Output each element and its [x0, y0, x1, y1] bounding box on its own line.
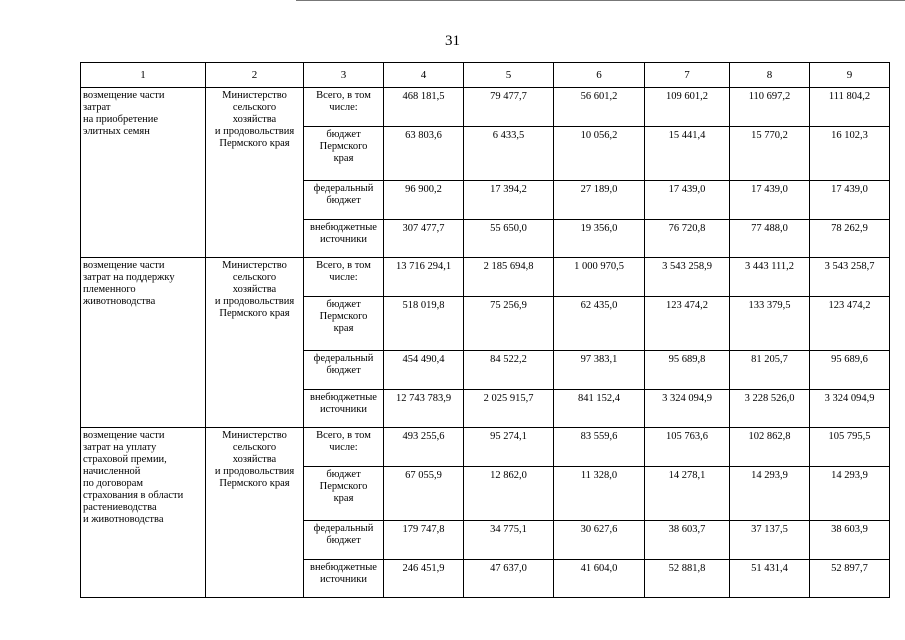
- amount-cell: 56 601,2: [554, 88, 645, 127]
- amount-cell: 3 228 526,0: [730, 390, 810, 428]
- funding-source: федеральный бюджет: [304, 521, 384, 560]
- amount-cell: 47 637,0: [464, 560, 554, 598]
- amount-cell: 27 189,0: [554, 181, 645, 220]
- amount-cell: 77 488,0: [730, 220, 810, 258]
- measure-name: возмещение части затрат на приобретение элитных семян: [81, 88, 206, 258]
- amount-cell: 14 293,9: [730, 467, 810, 521]
- amount-cell: 95 689,8: [645, 351, 730, 390]
- funding-source: федеральный бюджет: [304, 351, 384, 390]
- amount-cell: 97 383,1: [554, 351, 645, 390]
- table-row: [81, 258, 890, 297]
- funding-source: федеральный бюджет: [304, 181, 384, 220]
- amount-cell: 102 862,8: [730, 428, 810, 467]
- amount-cell: 63 803,6: [384, 127, 464, 181]
- amount-cell: 55 650,0: [464, 220, 554, 258]
- amount-cell: 3 324 094,9: [810, 390, 890, 428]
- amount-cell: 841 152,4: [554, 390, 645, 428]
- column-header: 3: [304, 63, 384, 88]
- amount-cell: 307 477,7: [384, 220, 464, 258]
- agency-name: Министерство сельского хозяйства и продовольствия Пермского края: [206, 258, 304, 428]
- amount-cell: 81 205,7: [730, 351, 810, 390]
- amount-cell: 468 181,5: [384, 88, 464, 127]
- amount-cell: 84 522,2: [464, 351, 554, 390]
- amount-cell: 76 720,8: [645, 220, 730, 258]
- amount-cell: 52 897,7: [810, 560, 890, 598]
- amount-cell: 3 543 258,7: [810, 258, 890, 297]
- amount-cell: 2 025 915,7: [464, 390, 554, 428]
- amount-cell: 6 433,5: [464, 127, 554, 181]
- top-rule: [296, 0, 905, 1]
- amount-cell: 518 019,8: [384, 297, 464, 351]
- funding-source: внебюджетные источники: [304, 220, 384, 258]
- amount-cell: 51 431,4: [730, 560, 810, 598]
- measure-name: возмещение части затрат на поддержку племенного животноводства: [81, 258, 206, 428]
- funding-source: Всего, в том числе:: [304, 428, 384, 467]
- amount-cell: 75 256,9: [464, 297, 554, 351]
- amount-cell: 67 055,9: [384, 467, 464, 521]
- amount-cell: 30 627,6: [554, 521, 645, 560]
- amount-cell: 179 747,8: [384, 521, 464, 560]
- agency-name: Министерство сельского хозяйства и продовольствия Пермского края: [206, 88, 304, 258]
- amount-cell: 105 795,5: [810, 428, 890, 467]
- amount-cell: 454 490,4: [384, 351, 464, 390]
- amount-cell: 17 439,0: [730, 181, 810, 220]
- amount-cell: 38 603,9: [810, 521, 890, 560]
- amount-cell: 110 697,2: [730, 88, 810, 127]
- column-header: 5: [464, 63, 554, 88]
- funding-source: внебюджетные источники: [304, 390, 384, 428]
- amount-cell: 14 293,9: [810, 467, 890, 521]
- table-row: [81, 428, 890, 467]
- amount-cell: 16 102,3: [810, 127, 890, 181]
- amount-cell: 1 000 970,5: [554, 258, 645, 297]
- page-number: 31: [445, 33, 460, 49]
- amount-cell: 123 474,2: [810, 297, 890, 351]
- column-header: 6: [554, 63, 645, 88]
- column-header: 2: [206, 63, 304, 88]
- budget-table: [80, 62, 890, 598]
- amount-cell: 3 324 094,9: [645, 390, 730, 428]
- amount-cell: 37 137,5: [730, 521, 810, 560]
- amount-cell: 15 770,2: [730, 127, 810, 181]
- column-header: 7: [645, 63, 730, 88]
- amount-cell: 246 451,9: [384, 560, 464, 598]
- measure-name: возмещение части затрат на уплату страховой премии, начисленной по договорам страхования в области растениеводства и животноводства: [81, 428, 206, 598]
- amount-cell: 78 262,9: [810, 220, 890, 258]
- column-header: 8: [730, 63, 810, 88]
- amount-cell: 15 441,4: [645, 127, 730, 181]
- amount-cell: 2 185 694,8: [464, 258, 554, 297]
- amount-cell: 34 775,1: [464, 521, 554, 560]
- amount-cell: 52 881,8: [645, 560, 730, 598]
- amount-cell: 95 274,1: [464, 428, 554, 467]
- agency-name: Министерство сельского хозяйства и продовольствия Пермского края: [206, 428, 304, 598]
- amount-cell: 133 379,5: [730, 297, 810, 351]
- amount-cell: 12 743 783,9: [384, 390, 464, 428]
- amount-cell: 38 603,7: [645, 521, 730, 560]
- amount-cell: 3 443 111,2: [730, 258, 810, 297]
- amount-cell: 96 900,2: [384, 181, 464, 220]
- amount-cell: 13 716 294,1: [384, 258, 464, 297]
- column-header: 9: [810, 63, 890, 88]
- amount-cell: 493 255,6: [384, 428, 464, 467]
- amount-cell: 14 278,1: [645, 467, 730, 521]
- amount-cell: 10 056,2: [554, 127, 645, 181]
- amount-cell: 95 689,6: [810, 351, 890, 390]
- funding-source: внебюджетные источники: [304, 560, 384, 598]
- amount-cell: 17 439,0: [645, 181, 730, 220]
- amount-cell: 41 604,0: [554, 560, 645, 598]
- amount-cell: 19 356,0: [554, 220, 645, 258]
- amount-cell: 17 394,2: [464, 181, 554, 220]
- amount-cell: 17 439,0: [810, 181, 890, 220]
- amount-cell: 3 543 258,9: [645, 258, 730, 297]
- column-header: 1: [81, 63, 206, 88]
- amount-cell: 105 763,6: [645, 428, 730, 467]
- funding-source: Всего, в том числе:: [304, 88, 384, 127]
- column-header: 4: [384, 63, 464, 88]
- amount-cell: 11 328,0: [554, 467, 645, 521]
- table-row: [81, 88, 890, 127]
- amount-cell: 123 474,2: [645, 297, 730, 351]
- amount-cell: 62 435,0: [554, 297, 645, 351]
- amount-cell: 79 477,7: [464, 88, 554, 127]
- amount-cell: 83 559,6: [554, 428, 645, 467]
- header-row: [81, 63, 890, 88]
- amount-cell: 12 862,0: [464, 467, 554, 521]
- amount-cell: 111 804,2: [810, 88, 890, 127]
- funding-source: бюджет Пермского края: [304, 467, 384, 521]
- funding-source: бюджет Пермского края: [304, 127, 384, 181]
- funding-source: Всего, в том числе:: [304, 258, 384, 297]
- funding-source: бюджет Пермского края: [304, 297, 384, 351]
- amount-cell: 109 601,2: [645, 88, 730, 127]
